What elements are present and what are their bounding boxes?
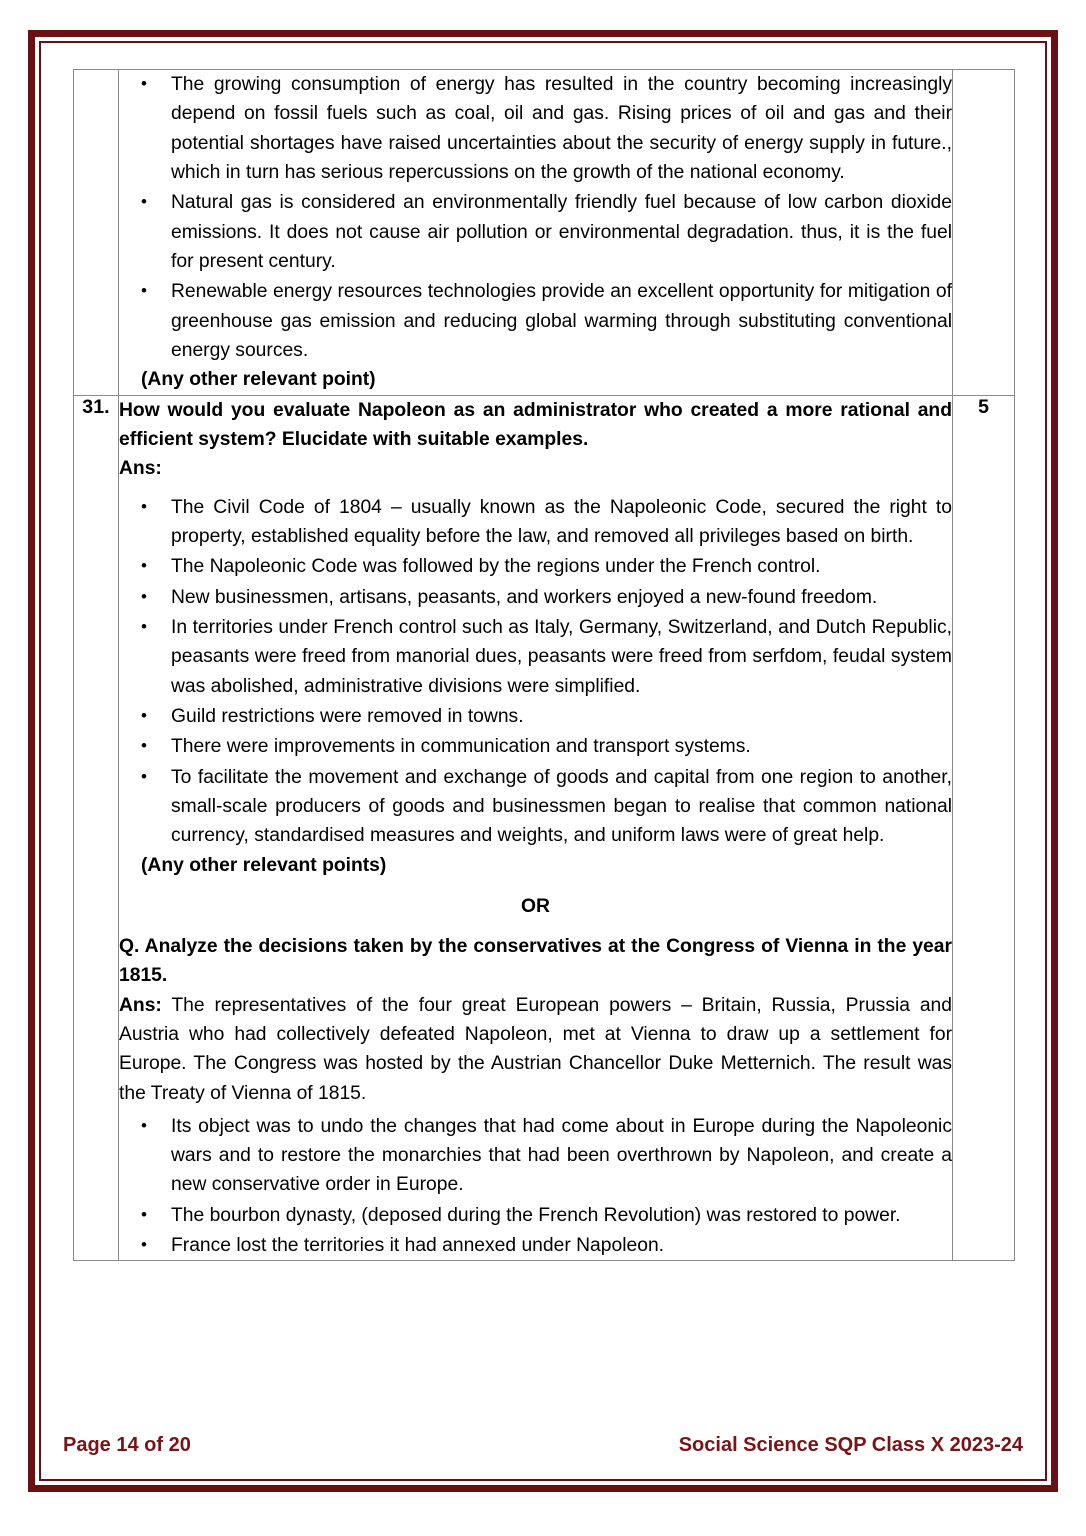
alternative-bullet-list [119,1112,952,1261]
page-border-inner [39,41,1047,1481]
continued-answer-cell [119,70,953,396]
list-item: • There were improvements in communication and transport systems. [119,732,952,761]
list-item: • Guild restrictions were removed in towns. [119,702,952,731]
list-item: • Natural gas is considered an environmentally friendly fuel because of low carbon dioxide emissions. It does not cause air pollution or environmental degradation. thus, it is the fuel for present century. [119,188,952,276]
answer-key-table [73,69,1015,1261]
page-number-label: Page 14 of 20 [63,1434,191,1456]
question-31-text: How would you evaluate Napoleon as an administrator who created a more rational and efficient system? Elucidate with suitable examples. [119,399,952,450]
question-number-31: 31. [74,395,119,1261]
list-item: • Renewable energy resources technologies provide an excellent opportunity for mitigation of greenhouse gas emission and reducing global warming through substituting conventional energy sources. [119,277,952,365]
question-31-ans-label: Ans: [119,458,162,480]
question-number-empty [74,70,119,396]
document-title-label: Social Science SQP Class X 2023-24 [678,1434,1023,1456]
table-row-question-31 [74,395,1015,1261]
alternative-question-text: Q. Analyze the decisions taken by the conservatives at the Congress of Vienna in the year 1815. [119,935,952,987]
question-31-closing-note: (Any other relevant points) [141,854,387,876]
list-item: • To facilitate the movement and exchange of goods and capital from one region to another, small-scale producers of goods and businessmen began to realise that common national currency, standardised measures and weights, and uniform laws were of great help. [119,763,952,851]
page-border-frame [28,30,1058,1492]
alternative-answer-paragraph [119,991,952,1108]
marks-question-31: 5 [953,395,1015,1261]
table-row-continued-answer [74,70,1015,396]
or-separator: OR [521,895,550,917]
list-item: • The growing consumption of energy has resulted in the country becoming increasingly depend on fossil fuels such as coal, oil and gas. Rising prices of oil and gas and their potential shortages have raised uncertainties about the security of energy supply in future., which in turn has serious repercussions on the growth of the national economy. [119,70,952,187]
question-31-bullet-list [119,493,952,851]
spacer [119,484,952,493]
list-item: • The bourbon dynasty, (deposed during the French Revolution) was restored to power. [119,1201,952,1230]
alternative-ans-intro: The representatives of the four great European powers – Britain, Russia, Prussia and Austria who had collectively defeated Napoleon, met at Vienna to draw up a settlement for Europe. The Congress was hosted by the Austrian Chancellor Duke Metternich. The result was the Treaty of Vienna of 1815. [119,994,952,1104]
list-item: • France lost the territories it had annexed under Napoleon. [119,1231,952,1260]
list-item: • Its object was to undo the changes that had come about in Europe during the Napoleonic wars and to restore the monarchies that had been overthrown by Napoleon, and create a new conservative order in Europe. [119,1112,952,1200]
list-item: • New businessmen, artisans, peasants, and workers enjoyed a new-found freedom. [119,583,952,612]
marks-empty [953,70,1015,396]
continued-answer-bullet-list [119,70,952,365]
alternative-ans-label: Ans: [119,994,162,1016]
continued-answer-closing-note: (Any other relevant point) [141,369,376,391]
list-item: • In territories under French control such as Italy, Germany, Switzerland, and Dutch Republic, peasants were freed from manorial dues, peasants were freed from serfdom, feudal system was abolished, administrative divisions were simplified. [119,613,952,701]
page-footer [63,1434,1023,1457]
question-31-cell [119,395,953,1261]
list-item: • The Napoleonic Code was followed by the regions under the French control. [119,552,952,581]
list-item: • The Civil Code of 1804 – usually known as the Napoleonic Code, secured the right to property, established equality before the law, and removed all privileges based on birth. [119,493,952,552]
page-content [41,43,1045,1479]
